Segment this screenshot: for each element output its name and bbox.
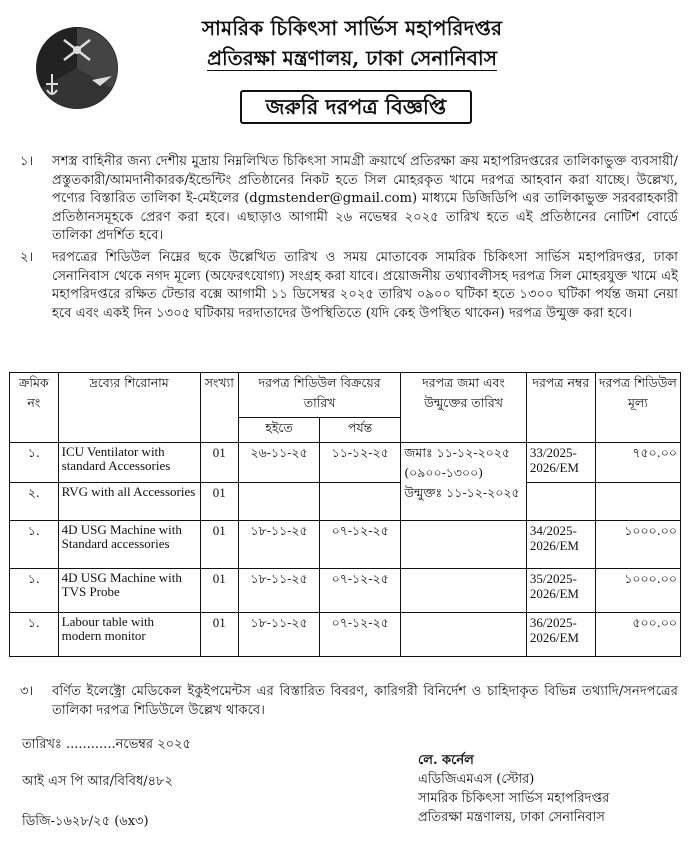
ispr-reference: আই এস পি আর/বিবিধ/৪৮২ [22, 774, 173, 789]
signatory-post: এডিজিএমএস (স্টোর) [418, 772, 535, 787]
table-row: ১. 4D USG Machine with TVS Probe 01 ১৮-১১-২৫ ০৭-১২-২৫ 35/2025-2026/EM ১০০০.০০ [10, 569, 681, 613]
header-qty: সংখ্যা [200, 373, 239, 443]
header-tender-no: দরপত্র নম্বর [526, 373, 595, 443]
tender-table [9, 372, 681, 657]
signatory-ministry: প্রতিরক্ষা মন্ত্রণালয়, ঢাকা সেনানিবাস [418, 810, 605, 825]
header-serial: ক্রমিক নং [10, 373, 59, 443]
ministry-name: প্রতিরক্ষা মন্ত্রণালয়, ঢাকা সেনানিবাস [207, 46, 497, 70]
table-row: ২. RVG with all Accessories 01 [10, 483, 681, 521]
paragraph-2: ২। দরপত্রের শিডিউল নিম্নের ছকে উল্লেখিত তারিখ ও সময় মোতাবেক সামরিক চিকিৎসা সার্ভিস মহাপরিদপ্তর, ঢাকা সেনানিবাস থেকে নগদ মূল্যে (অফেরৎযোগ্য) সংগ্রহ করা যাবে। প্রয়োজনীয় তথ্যাবলীসহ দরপত্র সিল মোহরযুক্ত খামে এই মহাপরিদপ্তরে রক্ষিত টেন্ডার বক্সে আগামী ১১ ডিসেম্বর ২০২৫ তারিখ ০৯০০ ঘটিকা হতে ১৩০০ ঘটিকা পর্যন্ত জমা নেয়া হবে এবং একই দিন ১৩০৫ ঘটিকায় দরদাতাদের উপস্থিতিতে (যদি কেহ উপস্থিত থাকেন) দরপত্র উন্মুক্ত করা হবে। [20, 250, 678, 321]
header-price: দরপত্র শিডিউল মূল্য [595, 373, 680, 443]
table-row: ১. Labour table with modern monitor 01 ১৮-১১-২৫ ০৭-১২-২৫ 36/2025-2026/EM ৫০০.০০ [10, 613, 681, 657]
signatory-org: সামরিক চিকিৎসা সার্ভিস মহাপরিদপ্তর [418, 791, 610, 806]
notice-title: জরুরি দরপত্র বিজ্ঞপ্তি [240, 90, 472, 124]
signatory-rank: লে. কর্নেল [418, 753, 474, 768]
table-row: ১. 4D USG Machine with Standard accessories 01 ১৮-১১-২৫ ০৭-১২-২৫ 34/2025-2026/EM ১০০০.০০ [10, 521, 681, 569]
paragraph-1: ১। সশস্ত্র বাহিনীর জন্য দেশীয় মুদ্রায় নিম্নলিখিত চিকিৎসা সামগ্রী ক্রয়ার্থে প্রতিরক্ষা ক্রয় মহাপরিদপ্তরের তালিকাভুক্ত ব্যবসায়ী/প্রস্তুতকারী/আমদানীকারক/ইন্ডেন্টিং প্রতিষ্ঠানের নিকট হতে সিল মোহরকৃত খামে দরপত্র আহবান করা যাচ্ছে। উল্লেখ্য, পণ্যের বিস্তারিত তালিকা ই-মেইলের (dgmstender@gmail.com) মাধ্যমে ডিজিডিপি এর তালিকাভুক্ত সরবরাহকারী প্রতিষ্ঠানসমূহকে প্রেরণ করা হবে। এছাড়াও আগামী ২৬ নভেম্বর ২০২৫ তারিখ হতে এই প্রতিষ্ঠানের নোটিশ বোর্ডে তালিকা প্রদর্শিত হবে। [20, 154, 678, 244]
dg-reference: ডিজি-১৬২৮/২৫ (৬x৩) [22, 814, 149, 829]
org-name: সামরিক চিকিৎসা সার্ভিস মহাপরিদপ্তর [201, 16, 503, 40]
header-submit: দরপত্র জমা এবং উন্মুক্তের তারিখ [401, 373, 527, 443]
dgms-emblem-logo [22, 22, 132, 110]
notice-date: তারিখঃ ............নভেম্বর ২০২৫ [22, 737, 191, 752]
header-from: হইতে [239, 418, 320, 443]
submit-open-date: জমাঃ ১১-১২-২০২৫ (০৯০০-১৩০০) উন্মুক্তঃ ১১-১২-২০২৫ [401, 443, 527, 521]
header-sale-date: দরপত্র শিডিউল বিক্রয়ের তারিখ [239, 373, 401, 418]
header-item: দ্রব্যের শিরোনাম [58, 373, 200, 443]
header-to: পর্যন্ত [320, 418, 401, 443]
table-row: ১. ICU Ventilator with standard Accessories 01 ২৬-১১-২৫ ১১-১২-২৫ জমাঃ ১১-১২-২০২৫ (০৯০০-১৩০০) উন্মুক্তঃ ১১-১২-২০২৫ 33/2025-2026/EM ৭৫০.০০ [10, 443, 681, 483]
paragraph-3: ৩। বর্ণিত ইলেক্ট্রো মেডিকেল ইকুইপমেন্টস এর বিস্তারিত বিবরণ, কারিগরী বিনির্দেশ ও চাহিদাকৃত বিভিন্ন তথ্যাদি/সনদপত্রের তালিকা দরপত্র শিডিউলে উল্লেখ থাকবে। [20, 684, 678, 718]
